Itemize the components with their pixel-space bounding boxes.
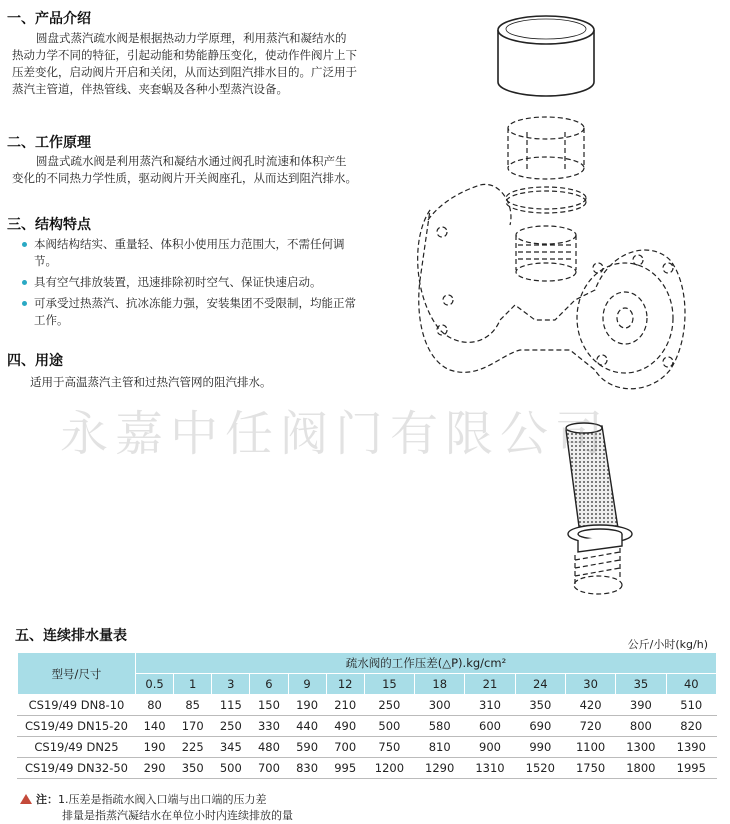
value-cell: 900 — [465, 737, 515, 758]
value-cell: 250 — [212, 716, 250, 737]
value-cell: 390 — [616, 695, 666, 716]
pressure-cell: 3 — [212, 674, 250, 695]
pressure-cell: 9 — [288, 674, 326, 695]
model-size-header: 型号/尺寸 — [18, 653, 136, 695]
value-cell: 1300 — [616, 737, 666, 758]
value-cell: 800 — [616, 716, 666, 737]
value-cell: 500 — [364, 716, 414, 737]
value-cell: 115 — [212, 695, 250, 716]
note-label: 注： — [36, 793, 58, 806]
structure-bullet-list — [20, 236, 360, 333]
value-cell: 820 — [666, 716, 716, 737]
pressure-cell: 21 — [465, 674, 515, 695]
principle-paragraph: 圆盘式疏水阀是利用蒸汽和凝结水通过阀孔时流速和体积产生变化的不同热力学性质，驱动阀片开关阀座孔，从而达到阻汽排水。 — [12, 154, 357, 185]
list-item — [20, 274, 360, 291]
model-cell: CS19/49 DN15-20 — [18, 716, 136, 737]
list-item — [20, 236, 360, 270]
value-cell: 300 — [415, 695, 465, 716]
value-cell: 1995 — [666, 758, 716, 779]
value-cell: 480 — [250, 737, 288, 758]
value-cell: 190 — [136, 737, 174, 758]
value-cell: 700 — [250, 758, 288, 779]
section-title-flow-table: 五、连续排水量表 — [15, 628, 127, 644]
value-cell: 590 — [288, 737, 326, 758]
value-cell: 995 — [326, 758, 364, 779]
section-title-principle: 二、工作原理 — [7, 135, 91, 151]
note-line-2 — [20, 808, 293, 824]
usage-text: 适用于高温蒸汽主管和过热汽管网的阻汽排水。 — [30, 375, 272, 389]
value-cell: 690 — [515, 716, 565, 737]
value-cell: 1800 — [616, 758, 666, 779]
bullet-dot-icon — [22, 280, 27, 285]
discharge-capacity-table — [17, 652, 717, 779]
pressure-cell: 35 — [616, 674, 666, 695]
section-title-usage: 四、用途 — [7, 353, 63, 369]
value-cell: 1520 — [515, 758, 565, 779]
value-cell: 345 — [212, 737, 250, 758]
value-cell: 250 — [364, 695, 414, 716]
value-cell: 490 — [326, 716, 364, 737]
value-cell: 80 — [136, 695, 174, 716]
value-cell: 440 — [288, 716, 326, 737]
pressure-cell: 12 — [326, 674, 364, 695]
pressure-cell: 18 — [415, 674, 465, 695]
value-cell: 500 — [212, 758, 250, 779]
value-cell: 190 — [288, 695, 326, 716]
value-cell: 830 — [288, 758, 326, 779]
pressure-cell: 15 — [364, 674, 414, 695]
pressure-cell: 6 — [250, 674, 288, 695]
value-cell: 290 — [136, 758, 174, 779]
note-line-1 — [20, 792, 293, 808]
value-cell: 1310 — [465, 758, 515, 779]
section-title-intro: 一、产品介绍 — [7, 11, 91, 27]
value-cell: 1750 — [565, 758, 615, 779]
list-item — [20, 295, 360, 329]
pressure-cell: 40 — [666, 674, 716, 695]
bullet-text: 本阀结构结实、重量轻、体积小使用压力范围大，不需任何调节。 — [34, 237, 345, 268]
note-text-2: 排量是指蒸汽凝结水在单位小时内连续排放的量 — [62, 809, 293, 822]
value-cell: 170 — [174, 716, 212, 737]
value-cell: 310 — [465, 695, 515, 716]
value-cell: 140 — [136, 716, 174, 737]
value-cell: 580 — [415, 716, 465, 737]
bullet-dot-icon — [22, 301, 27, 306]
note-text-1: 1.压差是指疏水阀入口端与出口端的压力差 — [58, 793, 267, 806]
table-row — [18, 737, 717, 758]
company-watermark: 永嘉中任阀门有限公司 — [60, 406, 611, 462]
intro-paragraph: 圆盘式蒸汽疏水阀是根据热动力学原理，利用蒸汽和凝结水的热动力学不同的特征，引起动能和势能静压变化，使动作件阀片上下压差变化，启动阀片开启和关闭，从而达到阻汽排水目的。广泛用于蒸汽主管道，伴热管线、夹套蜗及各种小型蒸汽设备。 — [12, 31, 357, 96]
table-header-row — [18, 653, 717, 674]
value-cell: 1200 — [364, 758, 414, 779]
value-cell: 810 — [415, 737, 465, 758]
value-cell: 1100 — [565, 737, 615, 758]
section-title-structure: 三、结构特点 — [7, 217, 91, 233]
bullet-dot-icon — [22, 242, 27, 247]
table-note — [20, 792, 293, 824]
pressure-cell: 30 — [565, 674, 615, 695]
table-row — [18, 695, 717, 716]
value-cell: 225 — [174, 737, 212, 758]
value-cell: 420 — [565, 695, 615, 716]
table-unit-label: 公斤/小时(kg/h) — [627, 638, 708, 651]
model-cell: CS19/49 DN25 — [18, 737, 136, 758]
table-row — [18, 758, 717, 779]
table-row — [18, 716, 717, 737]
pressure-cell: 1 — [174, 674, 212, 695]
value-cell: 350 — [174, 758, 212, 779]
value-cell: 720 — [565, 716, 615, 737]
pressure-cell: 0.5 — [136, 674, 174, 695]
value-cell: 750 — [364, 737, 414, 758]
value-cell: 1390 — [666, 737, 716, 758]
bullet-text: 具有空气排放装置，迅速排除初时空气、保证快速启动。 — [34, 275, 322, 289]
value-cell: 150 — [250, 695, 288, 716]
value-cell: 330 — [250, 716, 288, 737]
bullet-text: 可承受过热蒸汽、抗冰冻能力强，安装集团不受限制，均能正常工作。 — [34, 296, 356, 327]
warning-triangle-icon — [20, 794, 32, 804]
value-cell: 990 — [515, 737, 565, 758]
value-cell: 1290 — [415, 758, 465, 779]
valve-exploded-view-illustration — [370, 0, 700, 610]
model-cell: CS19/49 DN8-10 — [18, 695, 136, 716]
pressure-difference-header: 疏水阀的工作压差(△P).kg/cm² — [136, 653, 717, 674]
value-cell: 85 — [174, 695, 212, 716]
value-cell: 600 — [465, 716, 515, 737]
value-cell: 700 — [326, 737, 364, 758]
value-cell: 210 — [326, 695, 364, 716]
value-cell: 350 — [515, 695, 565, 716]
pressure-cell: 24 — [515, 674, 565, 695]
value-cell: 510 — [666, 695, 716, 716]
model-cell: CS19/49 DN32-50 — [18, 758, 136, 779]
